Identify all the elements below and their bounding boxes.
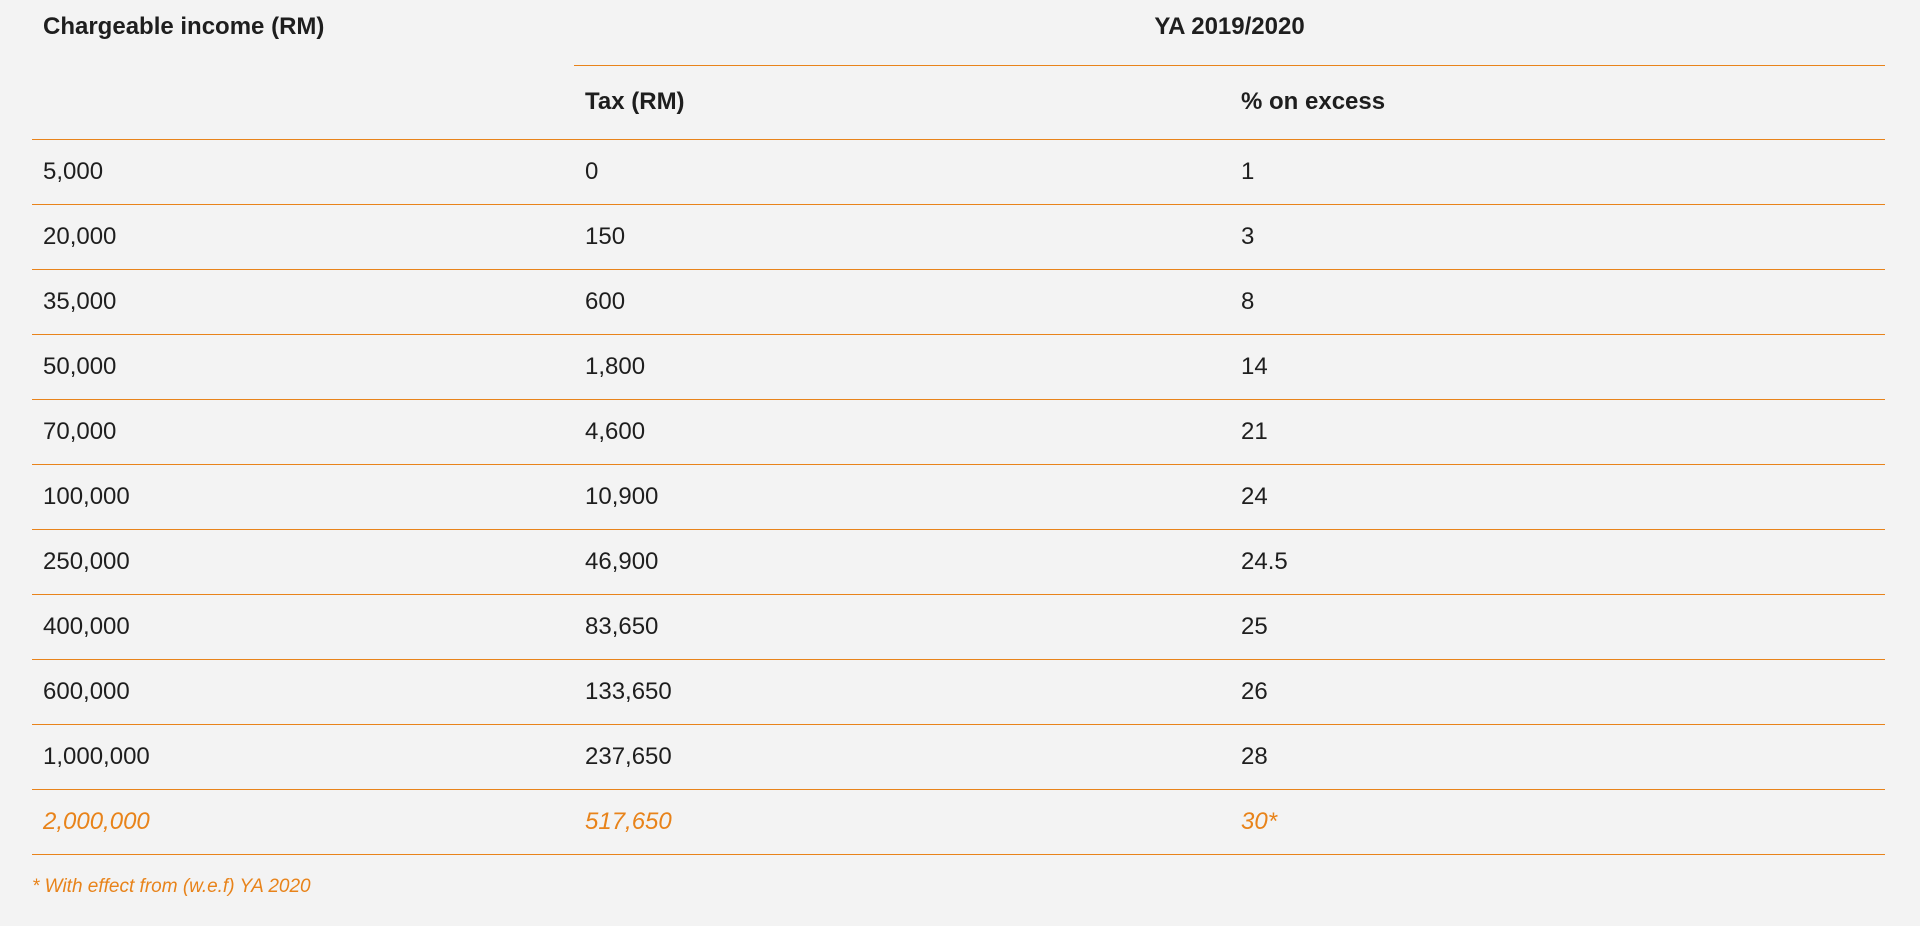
table-row <box>32 204 1885 269</box>
cell-tax: 600 <box>574 269 1230 334</box>
cell-percent: 28 <box>1230 724 1885 789</box>
cell-percent: 8 <box>1230 269 1885 334</box>
cell-tax: 150 <box>574 204 1230 269</box>
cell-percent: 24 <box>1230 464 1885 529</box>
cell-tax: 1,800 <box>574 334 1230 399</box>
cell-income: 35,000 <box>32 269 574 334</box>
cell-tax: 46,900 <box>574 529 1230 594</box>
cell-income: 600,000 <box>32 659 574 724</box>
cell-tax: 237,650 <box>574 724 1230 789</box>
header-row-columns <box>32 65 1885 139</box>
cell-income: 400,000 <box>32 594 574 659</box>
table-row <box>32 464 1885 529</box>
cell-percent: 30* <box>1230 789 1885 854</box>
tax-rate-table-container <box>32 0 1885 855</box>
cell-income: 2,000,000 <box>32 789 574 854</box>
cell-percent: 24.5 <box>1230 529 1885 594</box>
table-row <box>32 529 1885 594</box>
table-row <box>32 594 1885 659</box>
header-chargeable-income: Chargeable income (RM) <box>43 13 325 40</box>
cell-income: 250,000 <box>32 529 574 594</box>
cell-income: 5,000 <box>32 139 574 204</box>
header-tax: Tax (RM) <box>574 65 1230 139</box>
header-year-of-assessment: YA 2019/2020 <box>574 0 1885 65</box>
table-row <box>32 659 1885 724</box>
cell-percent: 26 <box>1230 659 1885 724</box>
cell-income: 20,000 <box>32 204 574 269</box>
header-empty <box>32 65 574 139</box>
cell-income: 50,000 <box>32 334 574 399</box>
cell-percent: 1 <box>1230 139 1885 204</box>
table-row <box>32 269 1885 334</box>
cell-tax: 517,650 <box>574 789 1230 854</box>
table-row <box>32 399 1885 464</box>
cell-income: 1,000,000 <box>32 724 574 789</box>
cell-tax: 4,600 <box>574 399 1230 464</box>
cell-income: 100,000 <box>32 464 574 529</box>
cell-tax: 0 <box>574 139 1230 204</box>
footnote: * With effect from (w.e.f) YA 2020 <box>32 876 311 897</box>
cell-tax: 83,650 <box>574 594 1230 659</box>
cell-percent: 14 <box>1230 334 1885 399</box>
table-row <box>32 334 1885 399</box>
table-row <box>32 724 1885 789</box>
header-row-group <box>32 0 1885 65</box>
cell-income: 70,000 <box>32 399 574 464</box>
table-row <box>32 139 1885 204</box>
tax-rate-table <box>32 0 1885 855</box>
cell-tax: 133,650 <box>574 659 1230 724</box>
cell-tax: 10,900 <box>574 464 1230 529</box>
cell-percent: 25 <box>1230 594 1885 659</box>
header-percent-on-excess: % on excess <box>1230 65 1885 139</box>
cell-percent: 3 <box>1230 204 1885 269</box>
cell-percent: 21 <box>1230 399 1885 464</box>
table-row-highlighted <box>32 789 1885 854</box>
